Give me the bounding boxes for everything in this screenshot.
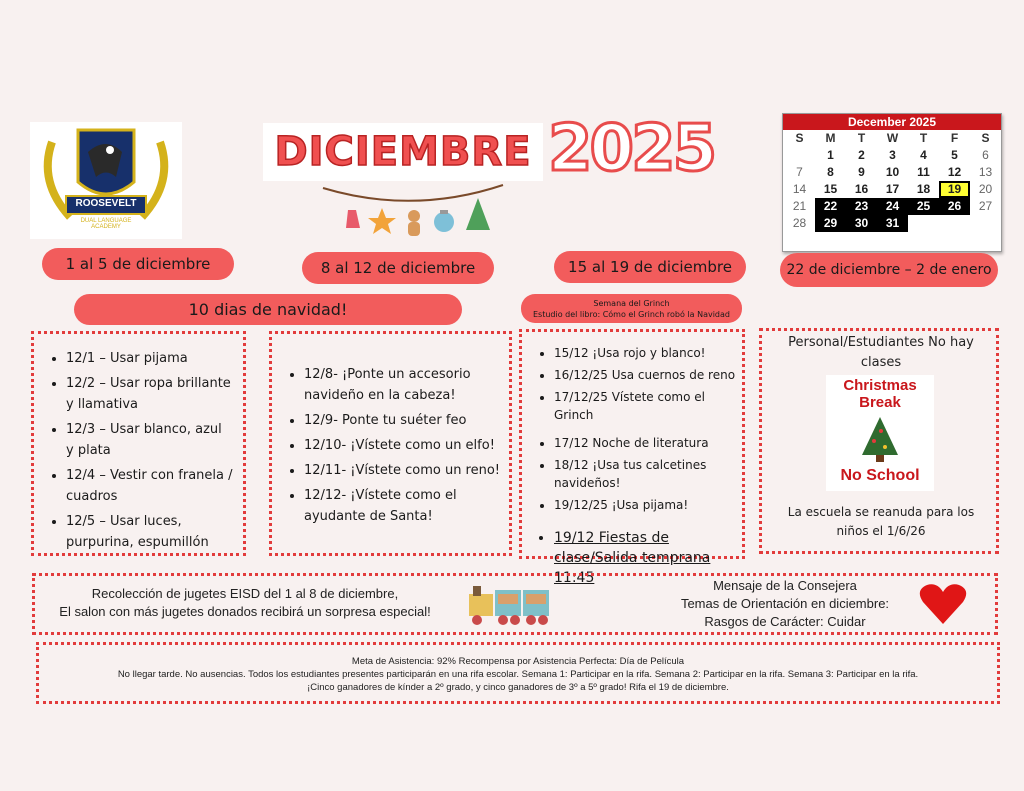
list-item: • 12/8- ¡Ponte un accesorio navideño en la cabeza! xyxy=(304,364,503,406)
list-item: • 12/1 – Usar pijama xyxy=(66,348,233,369)
logo-subtext: DUAL LANGUAGE ACADEMY xyxy=(80,218,132,230)
calendar-day: 11 xyxy=(917,165,930,179)
calendar-day: 31 xyxy=(877,215,908,232)
week3-box xyxy=(519,329,745,586)
calendar-day: 18 xyxy=(916,182,931,196)
week-pill-4 xyxy=(780,253,998,287)
week-label: 15 al 19 de diciembre xyxy=(568,258,732,276)
calendar-day xyxy=(970,215,1001,232)
calendar-day: 24 xyxy=(877,198,908,215)
week3-list-a xyxy=(534,344,740,424)
sign-bottom-text: No School xyxy=(840,467,920,484)
calendar-day: 30 xyxy=(846,215,877,232)
calendar-day: 7 xyxy=(796,165,803,179)
calendar-day: 23 xyxy=(846,198,877,215)
calendar-day: 12 xyxy=(947,165,962,179)
calendar-day: 13 xyxy=(978,165,993,179)
calendar-day: 6 xyxy=(982,148,989,162)
calendar-day: 5 xyxy=(951,148,958,162)
list-item: • 17/12 Noche de literatura xyxy=(554,434,740,452)
grinch-banner xyxy=(521,294,742,323)
week2-list xyxy=(284,364,503,527)
break-box xyxy=(759,328,999,554)
toy-drive-line1: Recolección de jugetes EISD del 1 al 8 de diciembre, xyxy=(91,586,399,601)
calendar-dow: T xyxy=(857,131,866,145)
calendar-day xyxy=(908,215,939,232)
toy-train-icon xyxy=(465,580,553,630)
calendar-day: 17 xyxy=(885,182,900,196)
calendar-day: 16 xyxy=(854,182,869,196)
week-pill-1 xyxy=(42,248,234,280)
calendar-day: 4 xyxy=(920,148,927,162)
early-release-text: 19/12 Fiestas de clase/Salida temprana 11:45 xyxy=(554,530,711,586)
calendar-day: 22 xyxy=(815,198,846,215)
week3-list-b xyxy=(534,434,740,514)
school-logo xyxy=(30,122,182,239)
calendar-dow: T xyxy=(919,131,928,145)
grinch-line2: Estudio del libro: Cómo el Grinch robó la Navidad xyxy=(533,309,730,319)
week-pill-2 xyxy=(302,252,494,284)
list-item: • 16/12/25 Usa cuernos de reno xyxy=(554,366,740,384)
calendar-day: 15 xyxy=(823,182,838,196)
calendar-day: 3 xyxy=(889,148,896,162)
counselor-line1: Mensaje de la Consejera xyxy=(713,578,857,593)
calendar-day: 29 xyxy=(815,215,846,232)
christmas-break-sign xyxy=(826,375,934,491)
calendar-day xyxy=(939,215,970,232)
calendar-dow: S xyxy=(981,131,990,145)
ten-days-banner xyxy=(74,294,462,325)
attendance-line3: ¡Cinco ganadores de kínder a 2º grado, y cinco ganadores de 3º a 5º grado! Rifa el 19 de diciembre. xyxy=(307,682,729,693)
heart-icon xyxy=(919,582,967,626)
ten-days-label: 10 dias de navidad! xyxy=(188,300,348,319)
calendar-grid xyxy=(784,130,1001,232)
calendar-dow: S xyxy=(795,131,804,145)
calendar-day: 14 xyxy=(792,182,807,196)
list-item: • 15/12 ¡Usa rojo y blanco! xyxy=(554,344,740,362)
list-item: • 12/12- ¡Vístete como el ayudante de Santa! xyxy=(304,485,503,527)
calendar-day: 8 xyxy=(827,165,834,179)
list-item: • 12/9- Ponte tu suéter feo xyxy=(304,410,503,431)
counselor-line2: Temas de Orientación en diciembre: xyxy=(680,596,890,611)
calendar-day: 1 xyxy=(827,148,834,162)
grinch-line1: Semana del Grinch xyxy=(593,298,670,308)
week1-box xyxy=(31,331,246,556)
week-label: 22 de diciembre – 2 de enero xyxy=(786,262,992,278)
attendance-line2: No llegar tarde. No ausencias. Todos los estudiantes presentes participarán en una rifa escolar. Semana 1: Participar en la rifa. Semana 2: Participar en la rifa. Semana 3: Participar en la rifa. xyxy=(117,669,919,680)
calendar-dow: F xyxy=(950,131,959,145)
week-label: 8 al 12 de diciembre xyxy=(320,259,476,277)
calendar-day: 10 xyxy=(885,165,900,179)
title-month: DICIEMBRE xyxy=(274,129,532,175)
attendance-line1: Meta de Asistencia: 92% Recompensa por Asistencia Perfecta: Día de Película xyxy=(351,656,685,667)
break-heading: Personal/Estudiantes No hay clases xyxy=(788,335,974,370)
calendar-title: December 2025 xyxy=(783,114,1001,130)
calendar-day: 9 xyxy=(858,165,865,179)
calendar-day: 2 xyxy=(858,148,865,162)
week-label: 1 al 5 de diciembre xyxy=(65,255,211,273)
title-month-banner xyxy=(263,123,543,181)
christmas-garland-icon xyxy=(318,180,508,250)
list-item: • 12/5 – Usar luces, purpurina, espumillón xyxy=(66,511,233,553)
calendar-day: 21 xyxy=(792,199,807,213)
toy-drive-box xyxy=(32,573,998,635)
calendar-day: 28 xyxy=(792,216,807,230)
list-item: • 19/12/25 ¡Usa pijama! xyxy=(554,496,740,514)
list-item: • 12/2 – Usar ropa brillante y llamativa xyxy=(66,373,233,415)
calendar-day: 25 xyxy=(908,198,939,215)
list-item: • 18/12 ¡Usa tus calcetines navideños! xyxy=(554,456,740,492)
week2-box xyxy=(269,331,512,556)
list-item: • 17/12/25 Vístete como el Grinch xyxy=(554,388,740,424)
attendance-box xyxy=(36,642,1000,704)
calendar-day: 27 xyxy=(978,199,993,213)
resume-text: La escuela se reanuda para los niños el 1/6/26 xyxy=(787,505,975,538)
week1-list xyxy=(46,348,233,553)
list-item: • 12/4 – Vestir con franela / cuadros xyxy=(66,465,233,507)
week-pill-3 xyxy=(554,251,746,283)
calendar-day xyxy=(784,147,815,164)
counselor-line3: Rasgos de Carácter: Cuidar xyxy=(704,614,866,629)
toy-drive-line2: El salon con más jugetes donados recibirá un sorpresa especial! xyxy=(59,604,431,619)
logo-text: ROOSEVELT xyxy=(75,198,137,209)
sign-top-text: Christmas Break xyxy=(843,377,917,411)
list-item: • 12/11- ¡Vístete como un reno! xyxy=(304,460,503,481)
christmas-tree-icon xyxy=(860,415,900,463)
calendar-dow: M xyxy=(825,131,836,145)
title-year: 2025 xyxy=(548,112,715,186)
mini-calendar xyxy=(782,113,1002,252)
calendar-day: 19 xyxy=(939,181,970,198)
calendar-dow: W xyxy=(886,131,899,145)
calendar-day: 20 xyxy=(978,182,993,196)
calendar-day: 26 xyxy=(939,198,970,215)
list-item: • 12/10- ¡Vístete como un elfo! xyxy=(304,435,503,456)
list-item: • 12/3 – Usar blanco, azul y plata xyxy=(66,419,233,461)
